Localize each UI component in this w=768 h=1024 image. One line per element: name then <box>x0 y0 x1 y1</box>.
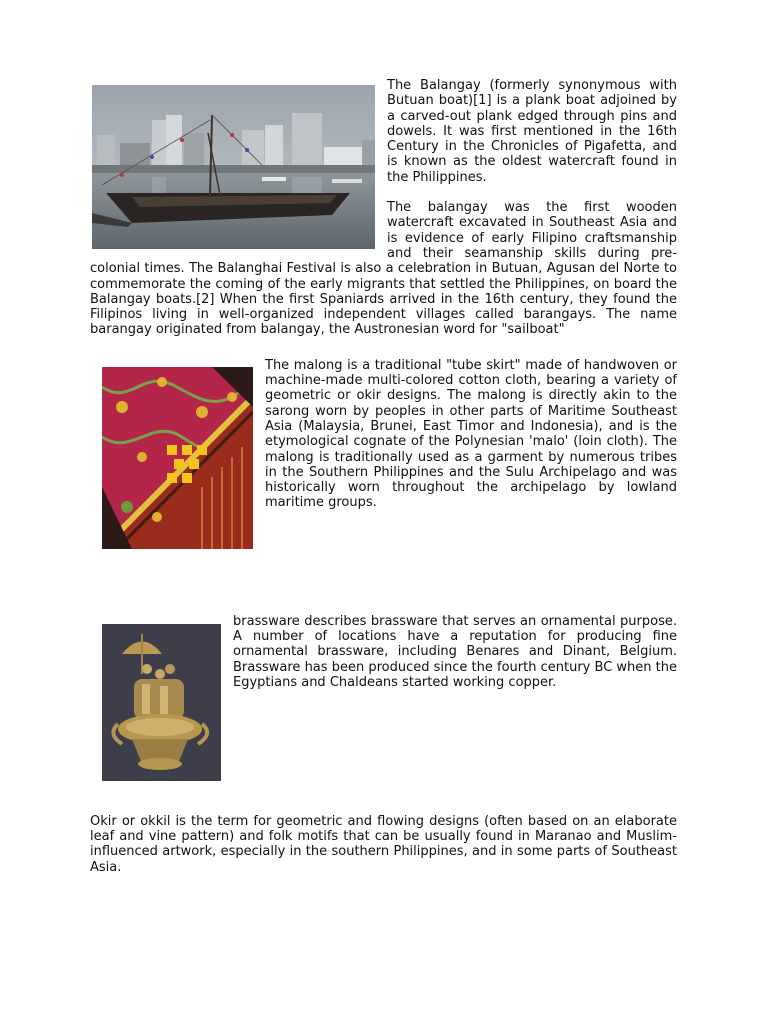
malong-textile-photo <box>102 367 253 549</box>
balangay-paragraph-1: The Balangay (formerly synonymous with Butuan boat)[1] is a plank boat adjoined by a carved-out plank edged through pins and dowels. It was first mentioned in the 16th Century in the Chronicles of Pigafetta, and is known as the oldest watercraft found in the Philippines. <box>387 78 677 185</box>
okir-paragraph: Okir or okkil is the term for geometric and flowing designs (often based on an elaborate leaf and vine pattern) and folk motifs that can be usually found in Maranao and Muslim-influenced artwork, especially in the southern Philippines, and in some parts of Southeast Asia. <box>90 813 677 875</box>
brassware-figure-photo <box>102 624 221 781</box>
balangay-paragraph-2: The balangay was the first wooden watercraft excavated in Southeast Asia and is evidence of early Filipino craftsmanship and their seamanship skills during pre-colonial times. The Balanghai Festival is also a celebration in Butuan, Agusan del Norte to commemorate the coming of the early migrants that settled the Philippines, on board the Balangay boats.[2] When the first Spaniards arrived in the 16th century, they found the Filipinos living in well-organized independent villages called barangays. The name barangay originated from balangay, the Austronesian word for "sailboat" <box>90 200 677 338</box>
document-page <box>90 78 677 875</box>
malong-paragraph: The malong is a traditional "tube skirt" made of handwoven or machine-made multi-colored cotton cloth, bearing a variety of geometric or okir designs. The malong is directly akin to the sarong worn by peoples in other parts of Maritime Southeast Asia (Malaysia, Brunei, East Timor and Indonesia), and is the etymological cognate of the Polynesian 'malo' (loin cloth). The malong is traditionally used as a garment by numerous tribes in the Southern Philippines and the Sulu Archipelago and was historically worn throughout the archipelago by lowland maritime groups. <box>265 357 677 511</box>
balangay-boat-photo <box>92 85 375 249</box>
malong-section <box>90 358 677 559</box>
brassware-paragraph: brassware describes brassware that serves an ornamental purpose. A number of locations have a reputation for producing fine ornamental brassware, including Benares and Dinant, Belgium. Brassware has been produced since the fourth century BC when the Egyptians and Chaldeans started working copper. <box>233 613 677 690</box>
okir-section <box>90 814 677 875</box>
balangay-section <box>90 78 677 338</box>
brassware-section <box>90 614 677 791</box>
